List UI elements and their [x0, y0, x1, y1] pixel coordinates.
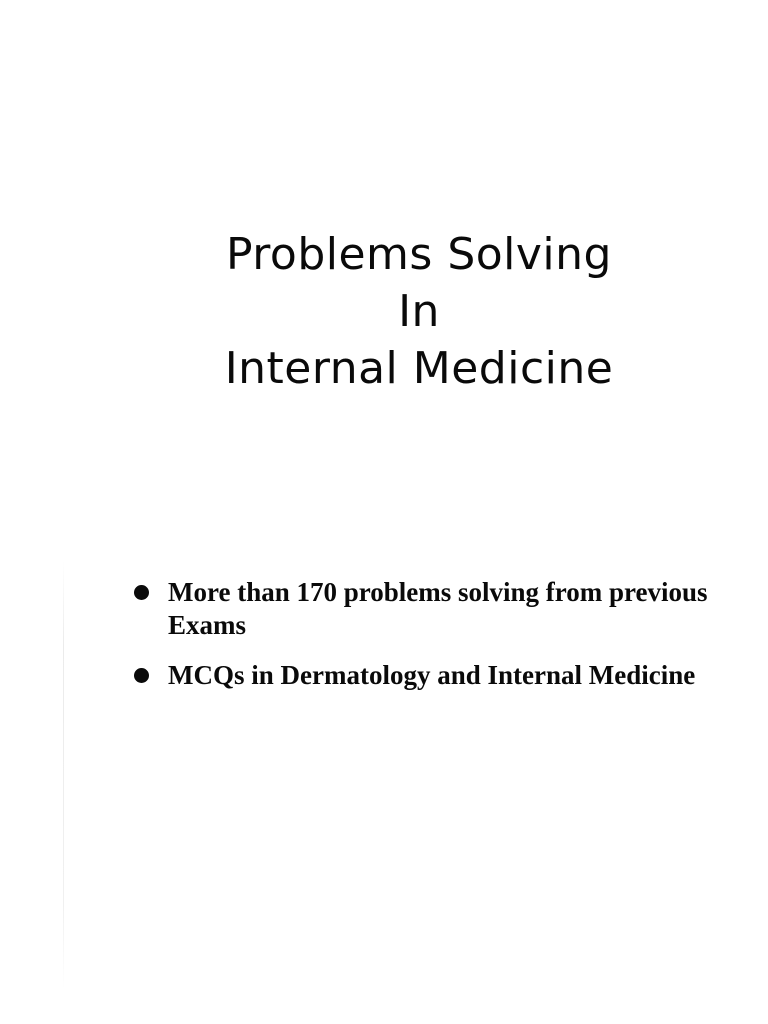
book-title: [0, 226, 768, 397]
feature-item: [130, 659, 750, 692]
title-line-3: Internal Medicine: [224, 343, 614, 394]
bullet-icon: [134, 668, 149, 683]
title-line-2: In: [398, 286, 440, 337]
feature-text: MCQs in Dermatology and Internal Medicine: [168, 660, 696, 690]
feature-text: More than 170 problems solving from previous Exams: [168, 577, 708, 640]
title-line-1: Problems Solving: [226, 229, 612, 280]
feature-item: [130, 576, 750, 642]
scan-shadow-line: [63, 560, 64, 990]
bullet-icon: [134, 585, 149, 600]
feature-list: [130, 576, 750, 709]
